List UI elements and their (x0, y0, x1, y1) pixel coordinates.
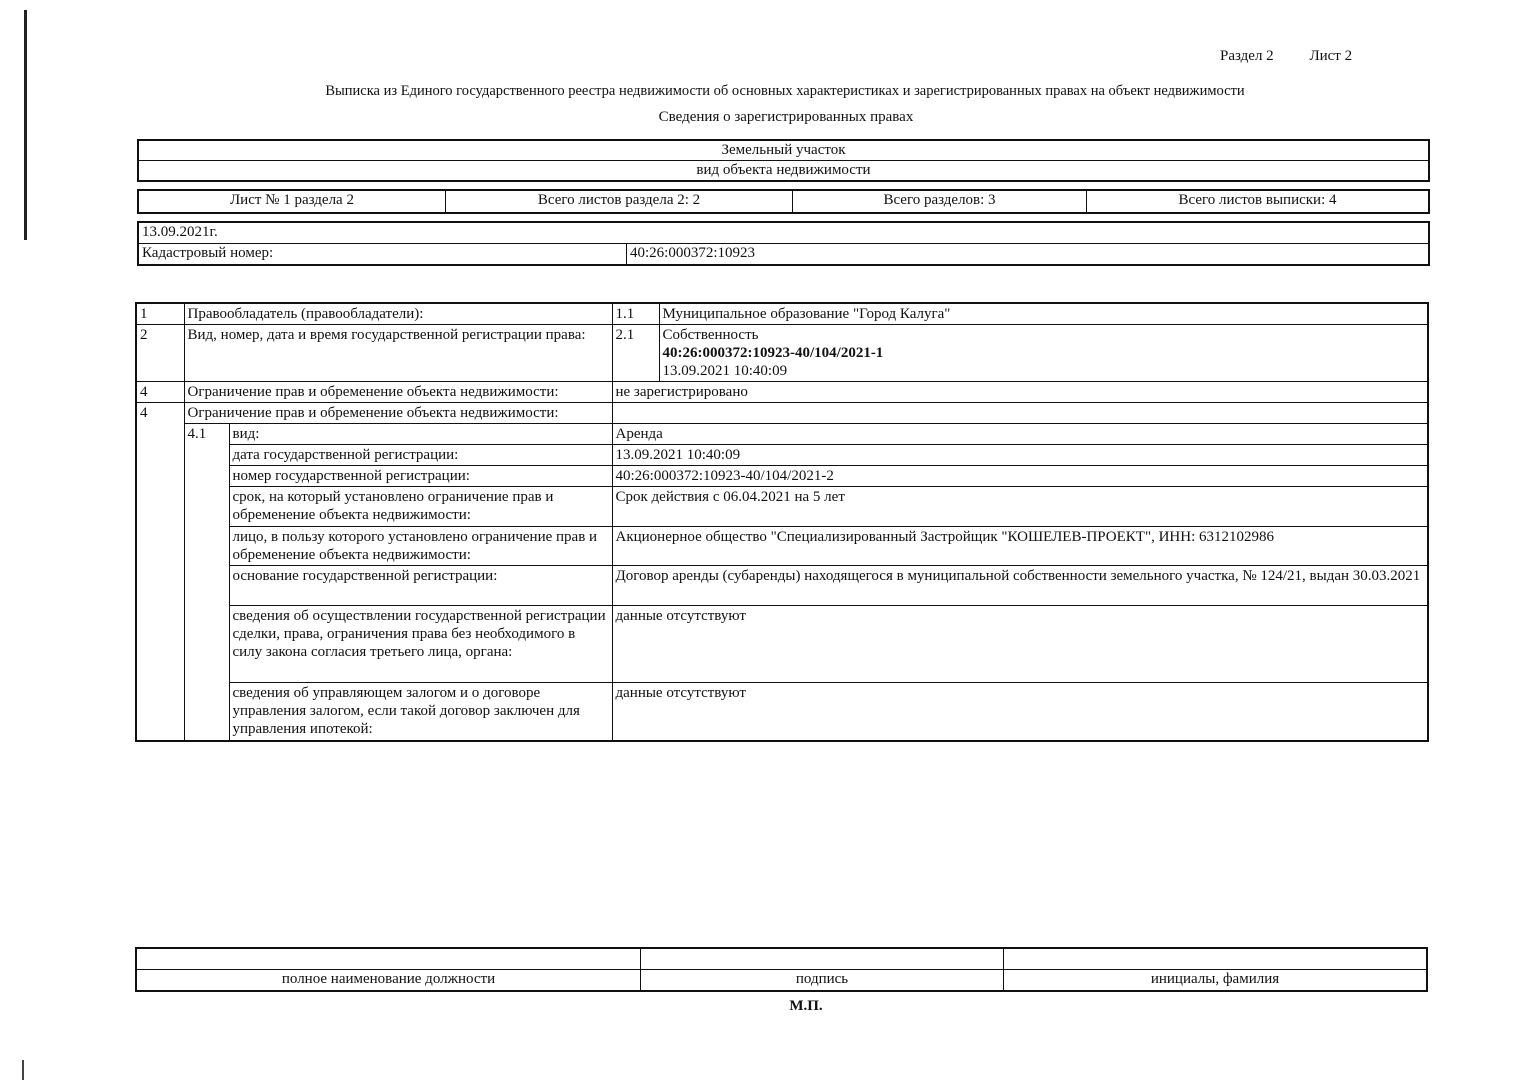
sheet-label: Лист 2 (1309, 48, 1353, 64)
total-sheets-extract: Всего листов выписки: 4 (1087, 190, 1430, 213)
signature-blank (641, 948, 1004, 970)
document-subtitle: Сведения о зарегистрированных правах (658, 109, 914, 125)
total-sheets-section: Всего листов раздела 2: 2 (446, 190, 793, 213)
row-subnumber: 2.1 (612, 325, 659, 382)
registration-label: Вид, номер, дата и время государственной регистрации права: (184, 325, 612, 382)
name-caption: инициалы, фамилия (1004, 970, 1428, 992)
cadastral-value: 40:26:000372:10923 (627, 244, 1430, 266)
object-type-table (137, 139, 1430, 182)
detail-value: данные отсутствуют (612, 683, 1428, 741)
detail-value: Договор аренды (субаренды) находящегося в муниципальной собственности земельного участка, № 124/21, выдан 30.03.2021 (612, 566, 1428, 606)
signature-caption: подпись (641, 970, 1004, 992)
page-reference (1220, 48, 1384, 65)
rights-table (135, 302, 1429, 742)
row-subnumber: 1.1 (612, 303, 659, 325)
row-number: 4 (136, 403, 184, 741)
detail-label: вид: (229, 424, 612, 445)
sheets-table (137, 189, 1430, 214)
registration-value (659, 325, 1428, 382)
row-number: 4 (136, 382, 184, 403)
right-type: Собственность (662, 327, 759, 343)
detail-value: Акционерное общество "Специализированный Застройщик "КОШЕЛЕВ-ПРОЕКТ", ИНН: 6312102986 (612, 527, 1428, 566)
detail-label: лицо, в пользу которого установлено ограничение прав и обременение объекта недвижимости: (229, 527, 612, 566)
detail-label: сведения об управляющем залогом и о договоре управления залогом, если такой договор заключен для управления ипотекой: (229, 683, 612, 741)
detail-value: Аренда (612, 424, 1428, 445)
info-table (137, 221, 1430, 266)
detail-value: Срок действия с 06.04.2021 на 5 лет (612, 487, 1428, 527)
section-label: Раздел 2 (1220, 48, 1274, 64)
sheet-number: Лист № 1 раздела 2 (138, 190, 446, 213)
restriction-value-empty (612, 403, 1428, 424)
restriction-label: Ограничение прав и обременение объекта недвижимости: (184, 382, 612, 403)
restriction-label: Ограничение прав и обременение объекта недвижимости: (184, 403, 612, 424)
right-holder-value: Муниципальное образование "Город Калуга" (659, 303, 1428, 325)
document-title: Выписка из Единого государственного реестра недвижимости об основных характеристиках и зарегистрированных правах на объект недвижимости (325, 83, 1245, 99)
registration-datetime: 13.09.2021 10:40:09 (662, 363, 788, 379)
extract-date: 13.09.2021г. (138, 222, 1429, 244)
position-blank (136, 948, 641, 970)
position-caption: полное наименование должности (136, 970, 641, 992)
cadastral-label: Кадастровый номер: (138, 244, 627, 266)
detail-label: номер государственной регистрации: (229, 466, 612, 487)
total-sections: Всего разделов: 3 (793, 190, 1087, 213)
right-holder-label: Правообладатель (правообладатели): (184, 303, 612, 325)
object-type-caption: вид объекта недвижимости (138, 161, 1429, 182)
row-number: 1 (136, 303, 184, 325)
scan-edge-mark-bottom (22, 1060, 24, 1080)
detail-value: 13.09.2021 10:40:09 (612, 445, 1428, 466)
detail-label: основание государственной регистрации: (229, 566, 612, 606)
restriction-value: не зарегистрировано (612, 382, 1428, 403)
detail-value: 40:26:000372:10923-40/104/2021-2 (612, 466, 1428, 487)
registration-number: 40:26:000372:10923-40/104/2021-1 (662, 345, 884, 361)
row-subnumber: 4.1 (184, 424, 229, 741)
detail-value: данные отсутствуют (612, 606, 1428, 683)
detail-label: сведения об осуществлении государственной регистрации сделки, права, ограничения права без необходимого в силу закона согласия третьего лица, органа: (229, 606, 612, 683)
object-type-value: Земельный участок (138, 140, 1429, 161)
row-number: 2 (136, 325, 184, 382)
signature-table (135, 947, 1428, 992)
detail-label: дата государственной регистрации: (229, 445, 612, 466)
detail-label: срок, на который установлено ограничение прав и обременение объекта недвижимости: (229, 487, 612, 527)
stamp-place: М.П. (789, 998, 823, 1014)
name-blank (1004, 948, 1428, 970)
